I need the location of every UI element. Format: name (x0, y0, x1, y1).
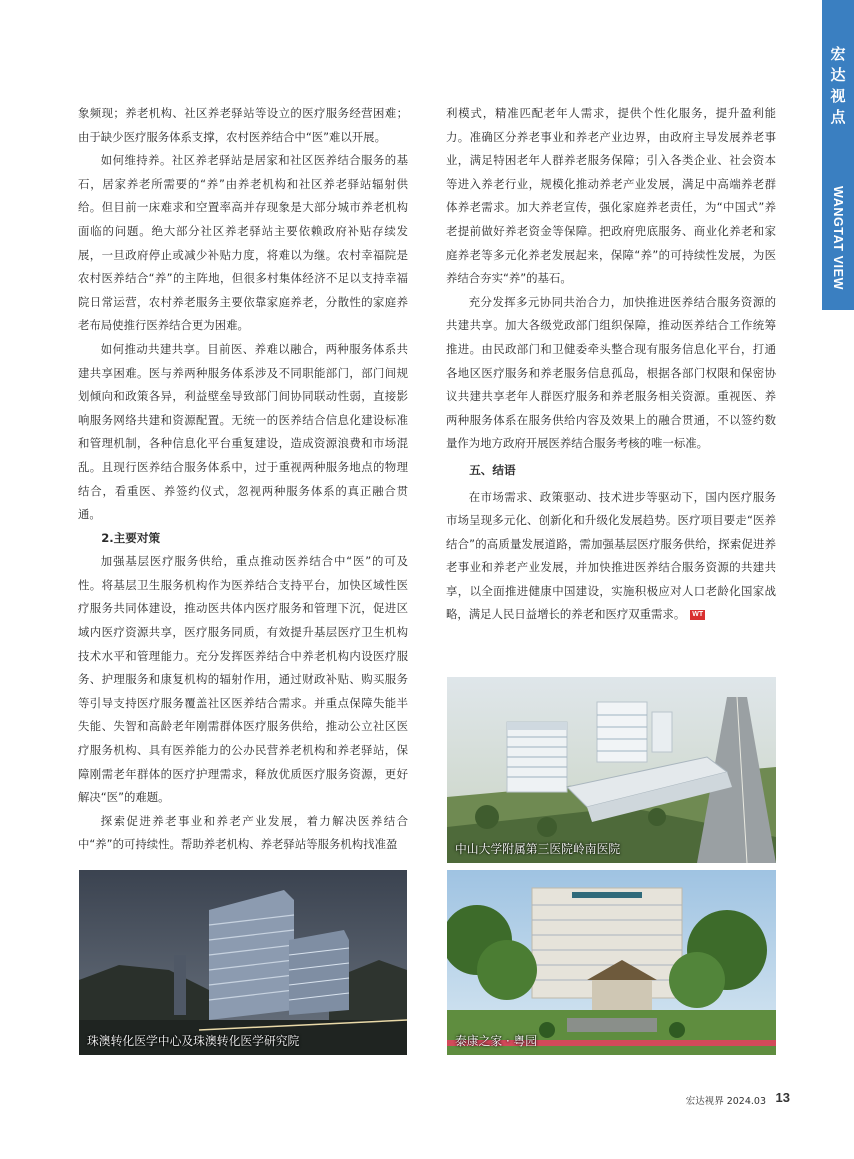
paragraph (446, 486, 776, 628)
photo-caption: 中山大学附属第三医院岭南医院 (455, 842, 621, 856)
taikang-community-illustration (447, 870, 776, 1055)
section-heading-conclusion: 五、结语 (469, 462, 516, 477)
paragraph: 充分发挥多元协同共治合力，加快推进医养结合服务资源的共建共享。加大各级党政部门组织保障，推动医养结合工作统筹推进。由民政部门和卫健委牵头整合现有服务信息化平台，打通各地区医疗服务和养老服务信息孤岛，根据各部门权限和保密协议共建共享老年人群医疗服务和养老服务相关资源。重视医、养两种服务体系在服务供给内容及效果上的融合贯通，不以签约数量作为地方政府开展医养结合服务考核的唯一标准。 (446, 294, 776, 451)
paragraph: 如何维持养。社区养老驿站是居家和社区医养结合服务的基石，居家养老所需要的“养”由养老机构和社区养老驿站辐射供给。但目前一床难求和空置率高并存现象是大部分城市养老机构面临的问题。绝大部分社区养老驿站主要依赖政府补贴存续发展，一旦政府停止或减少补贴力度，将难以为继。农村幸福院是农村医养结合“养”的主阵地，但很多村集体经济不足以支持幸福院日常运营，农村养老服务主要依靠家庭养老，分散性的家庭养老布局使推行医养结合更为困难。 (78, 153, 408, 333)
subheading-countermeasures: 2.主要对策 (101, 530, 161, 545)
medical-center-illustration (79, 870, 407, 1055)
paragraph: 利模式，精准匹配老年人需求，提供个性化服务，提升盈利能力。准确区分养老事业和养老产业边界，由政府主导发展养老事业，满足特困老年人群养老服务保障；引入各类企业、社会资本等进入养老行业，规模化推动养老产业发展，满足中高端养老群体养老需求。加大养老宣传，强化家庭养老责任，为“中国式”养老提前做好养老资金等保障。把政府兜底服务、商业化养老和家庭养老等多元化养老发展起来，保障“养”的可持续性发展，为医养结合夯实“养”的基石。 (446, 106, 776, 286)
section-title-en: WANGTAT VIEW (831, 186, 845, 290)
magazine-issue: 宏达视界 2024.03 (685, 1096, 766, 1107)
right-text-column (446, 102, 776, 627)
paragraph: 象频现；养老机构、社区养老驿站等设立的医疗服务经营困难；由于缺少医疗服务体系支撑，农村医养结合中“医”难以开展。 (78, 106, 408, 144)
photo-caption: 珠澳转化医学中心及珠澳转化医学研究院 (87, 1034, 300, 1048)
left-text-column (78, 102, 408, 857)
page-footer (640, 1090, 790, 1110)
hospital-aerial-illustration (447, 677, 776, 863)
taikang-community-photo (447, 870, 776, 1055)
end-mark-badge: WT (692, 611, 704, 619)
paragraph: 加强基层医疗服务供给，重点推动医养结合中“医”的可及性。将基层卫生服务机构作为医养结合支持平台，加快区域性医疗服务共同体建设，推动医共体内医疗服务和管理下沉，促进区域内医疗资源共享，医疗服务同质，有效提升基层医疗卫生机构技术水平和管理能力。充分发挥医养结合中养老机构内设医疗服务、护理服务和康复机构的辐射作用，通过财政补贴、购买服务等引导支持医疗服务覆盖社区医养结合需求。并重点保障失能半失能、失智和高龄老年刚需群体医疗服务供给，推动公立社区医疗服务机构、具有医养能力的公办民营养老机构和养老驿站，保障刚需老年群体的医疗护理需求，释放优质医疗服务资源，更好解决“医”的难题。 (78, 554, 408, 805)
paragraph: 如何推动共建共享。目前医、养难以融合，两种服务体系共建共享困难。医与养两种服务体系涉及不同职能部门，部门间规划倾向和政策各异，利益壁垒导致部门间协同联动性弱，直接影响服务网络共建和资源配置。无统一的医养结合信息化建设标准和管理机制，各种信息化平台重复建设，造成资源浪费和市场混乱。且现行医养结合服务体系中，过于重视两种服务地点的物理结合，看重医、养签约仪式，忽视两种服务体系的真正融合贯通。 (78, 341, 408, 522)
hospital-aerial-photo (447, 677, 776, 863)
paragraph: 探索促进养老事业和养老产业发展，着力解决医养结合中“养”的可持续性。帮助养老机构、养老驿站等服务机构找准盈 (78, 813, 408, 852)
page-number: 13 (775, 1090, 790, 1105)
section-side-tab (822, 0, 854, 310)
section-title-cn: 宏达视点 (830, 45, 846, 126)
conclusion-text: 在市场需求、政策驱动、技术进步等驱动下，国内医疗服务市场呈现多元化、创新化和升级化发展趋势。医疗项目要走“医养结合”的高质量发展道路，需加强基层医疗服务供给，探索促进养老事业和养老产业发展，并加快推进医养结合服务资源的共建共享，以全面推进健康中国建设，实施积极应对人口老龄化国家战略，满足人民日益增长的养老和医疗双重需求。 (446, 489, 776, 622)
medical-center-photo (79, 870, 407, 1055)
photo-caption: 泰康之家 · 粤园 (455, 1034, 538, 1048)
